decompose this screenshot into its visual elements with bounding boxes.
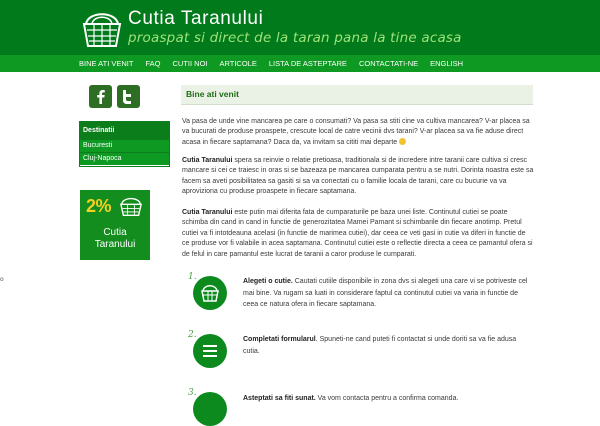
step-2-title: Completati formularul <box>243 336 316 343</box>
site-header <box>0 0 600 55</box>
page-heading <box>181 85 533 105</box>
step-number-1: 1. <box>188 272 197 282</box>
nav-item-cutii-noi[interactable]: CUTII NOI <box>172 59 208 68</box>
nav-item-articole[interactable]: ARTICOLE <box>219 59 257 68</box>
step-number-2: 2. <box>188 330 197 340</box>
step-3-description: Va vom contacta pentru a confirma comanda. <box>315 395 459 402</box>
promo-banner[interactable] <box>80 190 150 260</box>
nav-item-faq[interactable]: FAQ <box>145 59 161 68</box>
destinations-box <box>79 121 170 167</box>
step-3-text <box>243 393 533 405</box>
promo-percent: 2% <box>86 196 112 216</box>
nav-item-english[interactable]: ENGLISH <box>430 59 464 68</box>
phone-icon <box>193 392 227 426</box>
brand-name: Cutia Taranului <box>182 209 233 216</box>
twitter-icon[interactable] <box>117 85 140 108</box>
page-title: Bine ati venit <box>186 89 239 99</box>
destinations-title: Destinatii <box>80 122 169 139</box>
mission-text: spera sa reinvie o relatie pretioasa, traditionala si de incredere intre taranii care cultiva si cresc mancare si cei ce traiesc in oras si se bazeaza pe mancarea cumparata pentru a se nutri. Dorinta noastra este sa facem sa aveti posibilitatea sa gasiti si sa va conectati cu o familie locala de tarani, care cu bucurie va va aproviziona cu produse proaspete in fiecare saptamana. <box>182 157 534 196</box>
basket-icon <box>193 276 227 310</box>
basket-logo-icon[interactable] <box>80 8 124 50</box>
edge-mark: o <box>0 276 4 283</box>
brand-name: Cutia Taranului <box>182 157 233 164</box>
step-1-description: Cautati cutiile disponibile in zona dvs si alegeti una care vi se potriveste cel mai bine. Va rugam sa luati in considerare faptul ca continutul cutiei va varia in functie de ceea ce natura ofera in fiecare saptamana. <box>243 278 528 309</box>
box-explanation-text: este putin mai diferita fata de cumparaturile pe baza unei liste. Continutul cutiei se poate schimba din cand in cand in functie de generozitatea Mamei Pamant si schimbarile din fiecare anotimp. Pretul cutiei va fi intotdeauna acelasi (in functie de marimea cutiei), dar ceea ce veti gasi in cutie va diferi in functie de ce produse vor fi valabile in acea saptamana. Continutul cutiei este o reflectie directa a ceea ce pamantul ofera si de felul in care pamantul este lucrat de taranii a caror produse le cumparati. <box>182 209 533 258</box>
step-number-3: 3. <box>188 388 197 398</box>
nav-item-bine-ati-venit[interactable]: BINE ATI VENIT <box>79 59 134 68</box>
facebook-icon[interactable] <box>89 85 112 108</box>
promo-basket-icon <box>118 195 144 217</box>
mission-paragraph <box>182 156 534 198</box>
site-title[interactable]: Cutia Taranului <box>128 8 264 29</box>
promo-line-1: Cutia <box>103 227 127 238</box>
intro-text: Va pasa de unde vine mancarea pe care o consumati? Va pasa sa stiti cine va cultiva mancarea? V-ar placea sa va bucurati de produse proaspete, crescute local de catre vecinii dvs tarani? V-ar placea sa va fie aduse direct acasa in fiecare saptamana? Daca da, va invitam sa cititi mai departe <box>182 118 530 146</box>
step-1-title: Alegeti o cutie. <box>243 278 293 285</box>
box-explanation-paragraph <box>182 208 534 260</box>
smiley-icon <box>399 138 406 145</box>
step-2-description: . Spuneti-ne cand puteti fi contactat si unde doriti sa va fie adusa cutia. <box>243 336 517 355</box>
list-icon <box>193 334 227 368</box>
step-3-title: Asteptati sa fiti sunat. <box>243 395 316 402</box>
destination-link-cluj-napoca[interactable]: Cluj-Napoca <box>80 152 169 165</box>
intro-paragraph <box>182 117 534 148</box>
main-nav <box>0 55 600 72</box>
nav-item-contactati-ne[interactable]: CONTACTATI-NE <box>358 59 419 68</box>
destination-link-bucuresti[interactable]: Bucuresti <box>80 139 169 152</box>
step-2-text <box>243 334 533 357</box>
promo-line-2: Taranului <box>94 239 136 250</box>
step-1-text <box>243 276 533 311</box>
site-tagline: proaspat si direct de la taran pana la tine acasa <box>128 30 462 46</box>
nav-item-lista-de-asteptare[interactable]: LISTA DE ASTEPTARE <box>268 59 347 68</box>
